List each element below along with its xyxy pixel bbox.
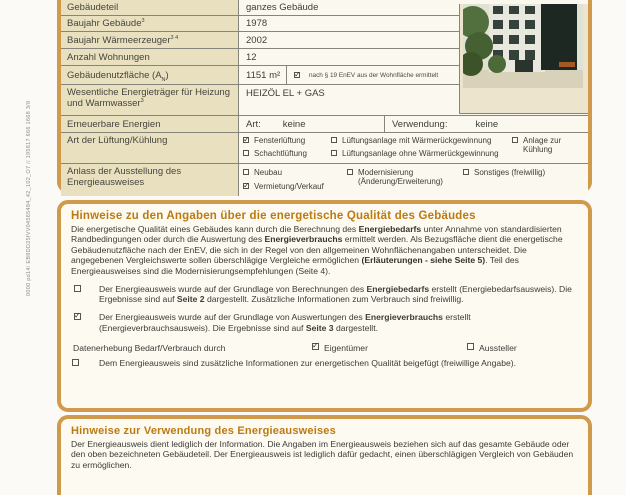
verbrauch-statement: ✓ Der Energieausweis wurde auf der Grundlage von Auswertungen des Energieverbrauchs erstellt (Energieverbrauchsausweis). Die Ergebnisse sind auf Seite 3 dargestellt. <box>71 312 579 332</box>
wohnflaeche-checkbox <box>294 72 300 78</box>
note-text: nach § 19 EnEV aus der Wohnfläche ermittelt <box>309 71 439 79</box>
option-neubau: Neubau <box>243 168 282 177</box>
value-text: 2002 <box>246 34 268 46</box>
option-aussteller: Aussteller <box>467 343 517 353</box>
value-text: HEIZÖL EL + GAS <box>246 88 325 99</box>
row-value <box>239 49 459 65</box>
lueftung-options <box>239 133 588 163</box>
label-text: Wesentliche Energieträger für Heizung und Warmwasser$^3$ <box>67 87 230 109</box>
option-sonstiges: Sonstiges (freiwillig) <box>463 168 545 177</box>
verwendung-label: Verwendung: <box>392 118 448 130</box>
label-text: Gebäudenutzfläche $(A_N)$ <box>67 69 169 83</box>
option-lueftungsanlage-mit-wrg: Lüftungsanlage mit Wärmerückgewinnung <box>331 136 491 145</box>
label-text: Baujahr Wärmeerzeuger$^{3 4}$ <box>67 34 179 46</box>
usage-hints-panel <box>57 415 592 495</box>
option-eigentuemer: ✓ Eigentümer <box>312 343 368 353</box>
label-text: Baujahr Gebäude$^3$ <box>67 17 145 29</box>
row-value <box>239 0 459 15</box>
quality-hints-title: Hinweise zu den Angaben über die energetische Qualität des Gebäudes <box>71 210 476 222</box>
datenerhebung-row <box>71 343 579 354</box>
neubau-checkbox <box>243 169 249 175</box>
value-text: ganzes Gebäude <box>246 2 319 13</box>
row-label <box>61 133 239 163</box>
kuehlung-checkbox <box>512 137 518 143</box>
building-data-table <box>61 0 588 196</box>
zusatz-info-text: Dem Energieausweis sind zusätzliche Informationen zur energetischen Qualität beigefügt (freiwillige Angabe). <box>99 357 517 368</box>
art-label: Art: <box>246 118 261 130</box>
building-photo <box>463 4 583 88</box>
fensterlueftung-checkbox <box>243 137 249 143</box>
quality-hints-intro: Die energetische Qualität eines Gebäudes kann durch die Berechnung des Energiebedarfs unter Annahme von standardisierten Randbedingungen oder durch die Auswertung des Energieverbrauchs ermittelt werden. Als Bezugsfläche dient die energetische Gebäudenutzfläche nach der EnEV, die sich in der Regel von den allgemeinen Wohnflächenangaben unterscheidet. Die angegebenen Vergleichswerte sollen überschlägige Vergleiche ermöglichen (Erläuterungen - siehe Seite 5). Teil des Energieausweises sind die Modernisierungsempfehlungen (Seite 4). <box>71 224 563 276</box>
ohne-wrg-checkbox <box>331 150 337 156</box>
value-text: 1978 <box>246 18 268 29</box>
label-text: Anzahl Wohnungen <box>67 51 150 63</box>
verbrauch-checkbox <box>74 313 81 320</box>
row-label <box>61 49 239 65</box>
mit-wrg-checkbox <box>331 137 337 143</box>
zusatz-info-checkbox <box>72 359 79 366</box>
row-label <box>61 164 239 196</box>
art-value: keine <box>282 118 306 130</box>
row-value <box>239 85 459 115</box>
row-label <box>61 16 239 31</box>
option-modernisierung: Modernisierung (Änderung/Erweiterung) <box>347 168 469 186</box>
table-row <box>61 163 588 196</box>
anlass-options <box>239 164 588 196</box>
building-data-panel <box>57 0 592 193</box>
row-label <box>61 0 239 15</box>
value-text: 12 <box>246 51 257 63</box>
verwendung-value: keine <box>475 118 499 130</box>
label-text: Anlass der Ausstellung des Energieausweises <box>67 166 182 188</box>
usage-hints-title: Hinweise zur Verwendung des Energieausweises <box>71 425 336 437</box>
sonstiges-checkbox <box>463 169 469 175</box>
eigentuemer-checkbox <box>312 343 319 350</box>
datenerhebung-label: Datenerhebung Bedarf/Verbrauch durch <box>73 342 226 353</box>
option-anlage-zur-kuehlung: Anlage zur Kühlung <box>512 136 580 154</box>
table-row <box>61 132 588 163</box>
table-row <box>61 115 588 132</box>
row-label <box>61 116 239 132</box>
row-value <box>239 16 459 31</box>
label-text: Gebäudeteil <box>67 2 119 13</box>
bedarf-statement: Der Energieausweis wurde auf der Grundlage von Berechnungen des Energiebedarfs erstellt (Energiebedarfsausweis). Die Ergebnisse sind auf Seite 2 dargestellt. Zusätzliche Informationen zum Verbrauch sind freiwillig. <box>71 284 579 304</box>
row-label <box>61 85 239 115</box>
schachtlueftung-checkbox <box>243 150 249 156</box>
row-value <box>239 32 459 48</box>
area-note <box>287 66 459 84</box>
row-label <box>61 32 239 48</box>
row-label <box>61 66 239 84</box>
bedarf-checkbox <box>74 285 81 292</box>
label-text: Erneuerbare Energien <box>67 118 161 130</box>
aussteller-checkbox <box>467 343 474 350</box>
quality-hints-panel <box>57 200 592 412</box>
option-vermietung-verkauf: ✓ Vermietung/Verkauf <box>243 182 324 191</box>
option-lueftungsanlage-ohne-wrg: Lüftungsanlage ohne Wärmerückgewinnung <box>331 149 499 158</box>
erneuerbare-verwendung <box>385 116 588 132</box>
option-schachtlueftung: Schachtlüftung <box>243 149 307 158</box>
usage-hints-body: Der Energieausweis dient lediglich der Information. Die Angaben im Energieausweis beziehen sich auf das gesamte Gebäude oder den oben bezeichneten Gebäudeteil. Der Energieausweis ist lediglich dafür gedacht, einen überschlägigen Vergleich von Gebäuden zu ermöglichen. <box>71 439 574 470</box>
area-value <box>239 66 287 84</box>
vermietung-checkbox <box>243 183 249 189</box>
building-photo-cell <box>459 4 588 114</box>
option-fensterlueftung: ✓ Fensterlüftung <box>243 136 305 145</box>
label-text: Art der Lüftung/Kühlung <box>67 135 168 146</box>
erneuerbare-art <box>239 116 385 132</box>
scan-side-code: 0000 pd14/ EB8DD25fVV04565484_42_102_O7 // 195817 666 1668 3/8 <box>26 100 32 296</box>
value-text: 1151 m² <box>246 69 281 81</box>
modernisierung-checkbox <box>347 169 353 175</box>
zusatz-info-row <box>71 358 579 368</box>
